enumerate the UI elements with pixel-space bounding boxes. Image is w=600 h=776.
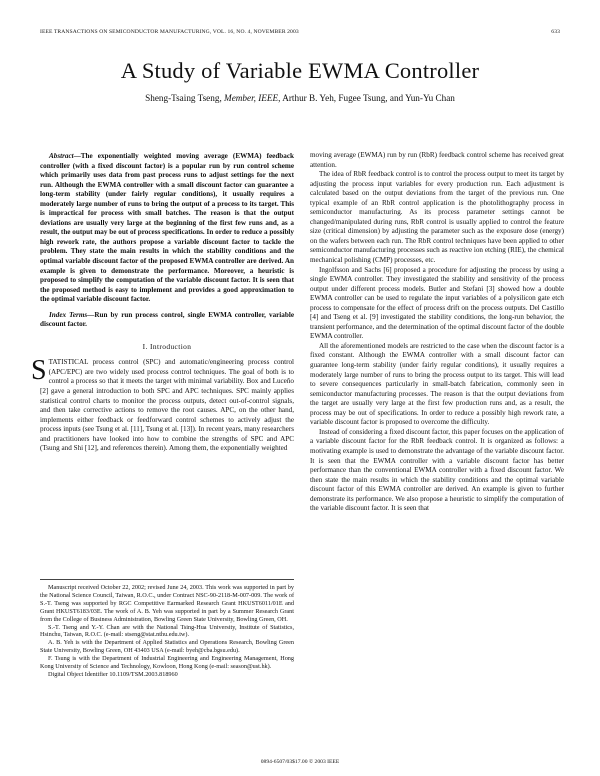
index-terms <box>40 311 294 330</box>
running-header <box>40 29 560 35</box>
footnote-doi: Digital Object Identifier 10.1109/TSM.2003.818960 <box>48 670 178 678</box>
paper-title: A Study of Variable EWMA Controller <box>120 58 480 83</box>
abstract-text: —The exponentially weighted moving average (EWMA) feedback controller (with a fixed discount factor) is a popular run by run control scheme which primarily uses data from past process runs to adjust settings for the next run. Although the EWMA controller with a small discount factor can guarantee a long-term stability (under fairly regular conditions), it usually requires a moderately large number of runs to bring the output of a process to its target. This is impractical for process with small batches. The reason is that the output deviations are usually very large at the beginning of the first few runs and, as a result, the output may be out of process specifications. In order to reduce a possibly high rework rate, the authors propose a variable discount factor to tackle the problem. They state the main results in which the stability conditions and the optimal variable discount factor of the proposed EWMA controller are derived. An example is given to demonstrate the performance. Moreover, a heuristic is proposed to simplify the computation of the variable discount factor. It is seen that the proposed method is easy to implement and provides a good approximation to the optimal variable discount factor. <box>40 152 294 304</box>
section-heading-introduction: I. Introduction <box>142 341 192 351</box>
body-paragraph: Instead of considering a fixed discount factor, this paper focuses on the application of a variable discount factor for the RbR feedback control. It is organized as follows: a motivating example is used to demonstrate the advantage of the variable discount factor. It is seen that the EWMA controller with a variable discount factor has better performance than the conventional EWMA controller with a fixed discount factor. We then state the main results in which the stability conditions and the optimal variable discount factor of this EWMA controller are derived. An example is given to further demonstrate its performance. We also propose a heuristic to simplify the computation of the variable discount factor. It is seen that <box>310 427 564 513</box>
first-author: Sheng-Tsaing Tseng, <box>145 93 225 103</box>
abstract <box>40 152 294 305</box>
footnote-affiliation-tsung: F. Tsung is with the Department of Industrial Engineering and Engineering Management, Hong Kong University of Science and Technology, Kowloon, Hong Kong (e-mail: season@ust.hk). <box>40 655 294 671</box>
page-number: 633 <box>551 29 560 35</box>
index-terms-lead: Index Terms <box>49 310 88 319</box>
drop-cap: S <box>31 355 47 387</box>
footnote-manuscript: Manuscript received October 22, 2002; revised June 24, 2003. This work was supported in part by the National Science Council, Taiwan, R.O.C., under Contract NSC-90-2118-M-007-009. The work of S.-T. Tseng was supported by RGC Competitive Earmarked Research Grant HKUST6011/01E and Grant HKUST6183/03E. The work of A. B. Yeh was supported in part by a Summer Research Grant from the College of Business Administration, Bowling Green State University, Bowling Green, OH. <box>40 584 294 623</box>
footnote-affiliation-yeh: A. B. Yeh is with the Department of Applied Statistics and Operations Research, Bowling Green State University, Bowling Green, OH 43403 USA (e-mail: byeh@cba.bgsu.edu). <box>40 639 294 655</box>
footnotes <box>40 579 294 679</box>
body-paragraph: The idea of RbR feedback control is to control the process output to meet its target by adjusting the process input variables for every production run. Each adjustment is calculated based on the output deviations from the target of the previous run. One typical example of an RbR control application is the photolithography process in semiconductor manufacturing. As its process parameter settings cannot be changed/manipulated during runs, RbR control is usually applied to control the feature size (critical dimension) by adjusting the parameter such as the exposure dose (energy) on the wafers between each run. The RbR control techniques have been applied to other semiconductor manufacturing processes such as reactive ion etching (RIE), the chemical mechanical polishing (CMP) processes, etc. <box>310 170 564 265</box>
right-column <box>310 151 564 514</box>
journal-header: IEEE TRANSACTIONS ON SEMICONDUCTOR MANUFACTURING, VOL. 16, NO. 4, NOVEMBER 2003 <box>40 29 299 35</box>
author-membership: Member, IEEE <box>224 93 279 103</box>
intro-text: TATISTICAL process control (SPC) and automatic/engineering process control (APC/EPC) are two widely used process control techniques. The goal of both is to control a process so that it meets the target with minimal variability. Box and Luceño [2] gave a general introduction to both SPC and APC techniques. SPC mainly applies statistical control charts to monitor the process outputs, detect out-of-control signals, and then take corrective actions to remove the root causes. APC, on the other hand, implements either feedback or feedforward control schemes to actively adjust the process inputs (see Tsung et al. [11], Tsung et al. [13]). In recent years, many researchers and practitioners have looked into how to combine the strengths of SPC and APC (Tsung and Shi [12], and references therein). Among them, the exponentially weighted <box>40 358 294 453</box>
copyright-footer: 0894-6507/03$17.00 © 2003 IEEE <box>260 759 340 765</box>
intro-paragraph <box>31 355 294 453</box>
body-paragraph: Ingolfsson and Sachs [6] proposed a procedure for adjusting the process by using a single EWMA controller. They investigated the stability and sensitivity of the process output under different process models. Butler and Stefani [3] showed how a double EWMA controller can be used to regulate the input variables of a polysilicon gate etch process to compensate for the effect of process drift on the process outputs. Del Castillo [4] and Tseng et al. [9] investigated the stability conditions, the long-run behavior, the transient performance, and the determination of the optimal discount factor of the double EWMA controller. <box>310 265 565 341</box>
author-line <box>0 93 600 103</box>
index-terms-text: —Run by run process control, single EWMA controller, variable discount factor. <box>40 310 294 329</box>
abstract-lead: Abstract <box>49 152 74 160</box>
left-column <box>31 152 294 454</box>
body-paragraph: moving average (EWMA) run by run (RbR) feedback control scheme has received great attention. <box>310 151 564 169</box>
footnote-affiliation-tseng-chan: S.-T. Tseng and Y.-Y. Chan are with the National Tsing-Hua University, Institute of Statistics, Hsinchu, Taiwan, R.O.C. (e-mail: stseng@stat.nthu.edu.tw). <box>40 623 294 639</box>
other-authors: , Arthur B. Yeh, Fugee Tsung, and Yun-Yu Chan <box>278 93 455 103</box>
body-paragraph: All the aforementioned models are restricted to the case when the discount factor is a fixed constant. Although the EWMA controller with a small discount factor can guarantee long-term stability (under fairly regular conditions), it usually requires a moderately large number of runs to bring the process output to its target. This will lead to severe consequences particularly in small-batch fabrication, commonly seen in semiconductor manufacturing processes. The reason is that the output deviations from the target are usually very large at the first few production runs and, as a result, the process may be out of specifications. In order to reduce a possibly high rework rate, a variable discount factor is proposed to overcome the difficulty. <box>310 341 564 427</box>
